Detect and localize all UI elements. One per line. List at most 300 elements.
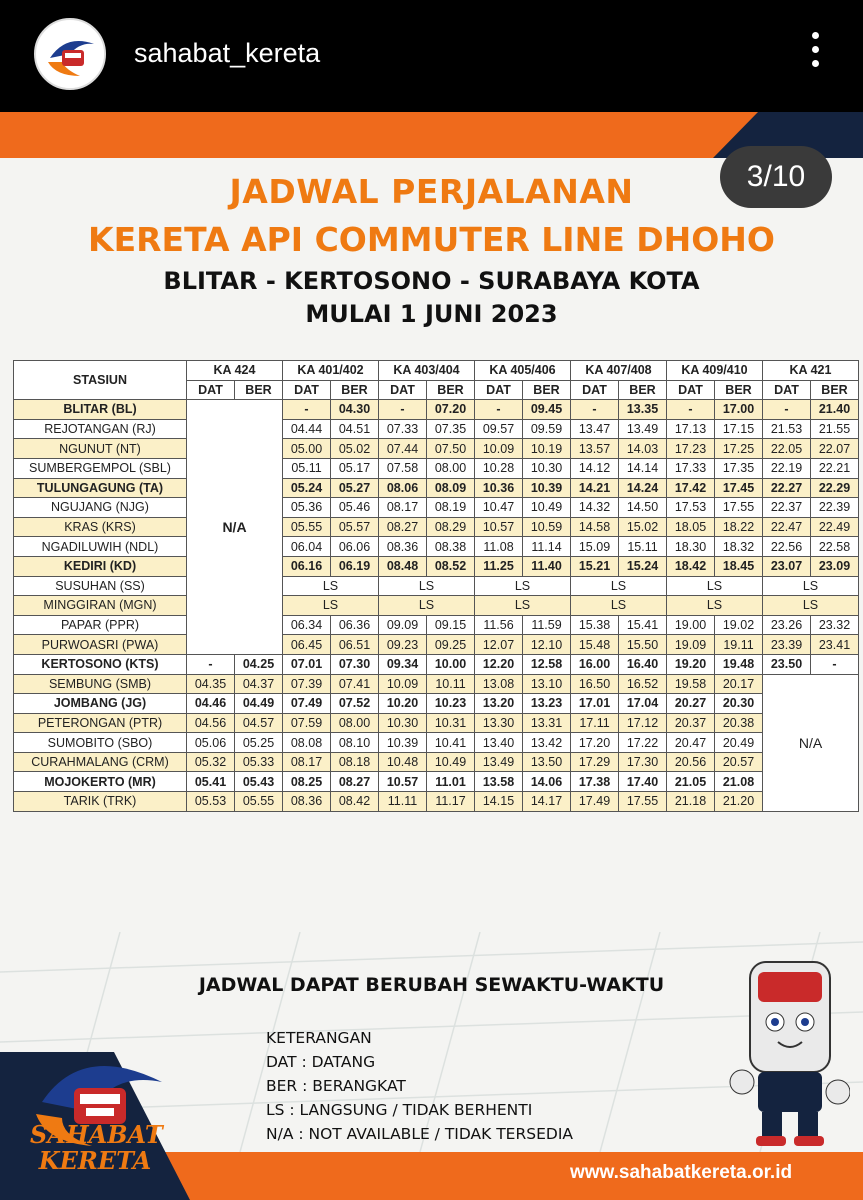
- website-url[interactable]: www.sahabatkereta.or.id: [570, 1162, 793, 1183]
- time-cell: 15.02: [619, 517, 667, 537]
- ls-cell: LS: [667, 596, 763, 616]
- time-cell: 04.56: [187, 713, 235, 733]
- route-subtitle: BLITAR - KERTOSONO - SURABAYA KOTA: [163, 267, 700, 295]
- time-cell: 14.03: [619, 439, 667, 459]
- time-cell: 04.25: [235, 654, 283, 674]
- train-column-header: KA 407/408: [571, 361, 667, 381]
- time-cell: 10.48: [379, 752, 427, 772]
- time-cell: 17.15: [715, 419, 763, 439]
- time-cell: 10.59: [523, 517, 571, 537]
- time-cell: 21.08: [715, 772, 763, 792]
- time-cell: 05.53: [187, 792, 235, 812]
- time-cell: 04.37: [235, 674, 283, 694]
- ls-cell: LS: [475, 596, 571, 616]
- dat-subheader: DAT: [475, 380, 523, 400]
- time-cell: 08.36: [379, 537, 427, 557]
- time-cell: 11.59: [523, 615, 571, 635]
- table-row: [14, 419, 859, 439]
- time-cell: 07.30: [331, 654, 379, 674]
- time-cell: 15.21: [571, 556, 619, 576]
- table-row: [14, 674, 859, 694]
- time-cell: 05.24: [283, 478, 331, 498]
- time-cell: -: [187, 654, 235, 674]
- time-cell: 11.01: [427, 772, 475, 792]
- time-cell: 17.38: [571, 772, 619, 792]
- legend: [266, 1026, 573, 1146]
- time-cell: 08.48: [379, 556, 427, 576]
- time-cell: 13.08: [475, 674, 523, 694]
- time-cell: 09.45: [523, 400, 571, 420]
- time-cell: 11.25: [475, 556, 523, 576]
- time-cell: 09.59: [523, 419, 571, 439]
- time-cell: 20.30: [715, 694, 763, 714]
- train-column-header: KA 424: [187, 361, 283, 381]
- time-cell: 14.58: [571, 517, 619, 537]
- time-cell: 04.46: [187, 694, 235, 714]
- time-cell: 06.34: [283, 615, 331, 635]
- station-name: PETERONGAN (PTR): [14, 713, 187, 733]
- ber-subheader: BER: [331, 380, 379, 400]
- time-cell: 09.23: [379, 635, 427, 655]
- time-cell: 06.36: [331, 615, 379, 635]
- time-cell: 07.49: [283, 694, 331, 714]
- time-cell: 08.27: [331, 772, 379, 792]
- time-cell: 05.17: [331, 458, 379, 478]
- time-cell: 20.47: [667, 733, 715, 753]
- time-cell: 08.00: [427, 458, 475, 478]
- time-cell: 16.50: [571, 674, 619, 694]
- time-cell: 17.53: [667, 498, 715, 518]
- table-row: [14, 517, 859, 537]
- ber-subheader: BER: [619, 380, 667, 400]
- time-cell: 10.31: [427, 713, 475, 733]
- time-cell: 10.47: [475, 498, 523, 518]
- train-mascot-icon: [720, 942, 850, 1152]
- time-cell: 18.22: [715, 517, 763, 537]
- time-cell: 04.51: [331, 419, 379, 439]
- time-cell: 08.27: [379, 517, 427, 537]
- app-header: [0, 0, 863, 112]
- time-cell: 18.42: [667, 556, 715, 576]
- station-name: SUSUHAN (SS): [14, 576, 187, 596]
- time-cell: 17.42: [667, 478, 715, 498]
- time-cell: 20.57: [715, 752, 763, 772]
- time-cell: 19.11: [715, 635, 763, 655]
- time-cell: 18.32: [715, 537, 763, 557]
- station-name: SEMBUNG (SMB): [14, 674, 187, 694]
- time-cell: 12.20: [475, 654, 523, 674]
- station-name: MOJOKERTO (MR): [14, 772, 187, 792]
- time-cell: 23.07: [763, 556, 811, 576]
- legend-heading: KETERANGAN: [266, 1029, 372, 1047]
- time-cell: 13.57: [571, 439, 619, 459]
- time-cell: 19.09: [667, 635, 715, 655]
- train-column-header: KA 401/402: [283, 361, 379, 381]
- table-row: [14, 792, 859, 812]
- time-cell: 08.17: [379, 498, 427, 518]
- ls-cell: LS: [283, 576, 379, 596]
- time-cell: 10.30: [379, 713, 427, 733]
- time-cell: 13.10: [523, 674, 571, 694]
- time-cell: 17.49: [571, 792, 619, 812]
- time-cell: 11.40: [523, 556, 571, 576]
- table-row: [14, 654, 859, 674]
- ls-cell: LS: [571, 576, 667, 596]
- time-cell: 17.12: [619, 713, 667, 733]
- table-row: [14, 458, 859, 478]
- station-name: NGADILUWIH (NDL): [14, 537, 187, 557]
- dat-subheader: DAT: [667, 380, 715, 400]
- time-cell: 11.14: [523, 537, 571, 557]
- station-name: BLITAR (BL): [14, 400, 187, 420]
- time-cell: 15.09: [571, 537, 619, 557]
- time-cell: 07.33: [379, 419, 427, 439]
- time-cell: 10.49: [523, 498, 571, 518]
- time-cell: 05.27: [331, 478, 379, 498]
- time-cell: 13.31: [523, 713, 571, 733]
- table-row: [14, 400, 859, 420]
- carousel-page-indicator: 3/10: [720, 146, 832, 208]
- poster-title-line1: JADWAL PERJALANAN: [229, 172, 634, 211]
- time-cell: 07.01: [283, 654, 331, 674]
- ls-cell: LS: [763, 596, 859, 616]
- time-cell: 08.09: [427, 478, 475, 498]
- time-cell: 14.24: [619, 478, 667, 498]
- time-cell: 17.04: [619, 694, 667, 714]
- time-cell: 10.23: [427, 694, 475, 714]
- station-name: MINGGIRAN (MGN): [14, 596, 187, 616]
- time-cell: 05.00: [283, 439, 331, 459]
- more-options-icon[interactable]: [800, 28, 830, 76]
- table-row: [14, 596, 859, 616]
- time-cell: 12.58: [523, 654, 571, 674]
- time-cell: 08.52: [427, 556, 475, 576]
- time-cell: 22.58: [811, 537, 859, 557]
- time-cell: 22.47: [763, 517, 811, 537]
- time-cell: 04.44: [283, 419, 331, 439]
- ber-subheader: BER: [523, 380, 571, 400]
- time-cell: 05.32: [187, 752, 235, 772]
- time-cell: 08.08: [283, 733, 331, 753]
- legend-dat: DAT : DATANG: [266, 1053, 376, 1071]
- not-available-cell: N/A: [763, 674, 859, 811]
- time-cell: 22.49: [811, 517, 859, 537]
- dat-subheader: DAT: [763, 380, 811, 400]
- time-cell: 17.13: [667, 419, 715, 439]
- time-cell: 22.05: [763, 439, 811, 459]
- time-cell: 19.20: [667, 654, 715, 674]
- time-cell: 10.00: [427, 654, 475, 674]
- table-row: [14, 635, 859, 655]
- time-cell: -: [763, 400, 811, 420]
- time-cell: -: [475, 400, 523, 420]
- time-cell: 08.36: [283, 792, 331, 812]
- time-cell: 17.45: [715, 478, 763, 498]
- train-column-header: KA 405/406: [475, 361, 571, 381]
- time-cell: 05.41: [187, 772, 235, 792]
- station-name: SUMOBITO (SBO): [14, 733, 187, 753]
- time-cell: 06.19: [331, 556, 379, 576]
- time-cell: 11.11: [379, 792, 427, 812]
- table-row: [14, 752, 859, 772]
- station-name: KRAS (KRS): [14, 517, 187, 537]
- time-cell: 21.55: [811, 419, 859, 439]
- ls-cell: LS: [283, 596, 379, 616]
- table-row: [14, 772, 859, 792]
- time-cell: 17.00: [715, 400, 763, 420]
- time-cell: 08.42: [331, 792, 379, 812]
- time-cell: 04.57: [235, 713, 283, 733]
- train-column-header: KA 409/410: [667, 361, 763, 381]
- time-cell: 10.11: [427, 674, 475, 694]
- time-cell: 17.55: [715, 498, 763, 518]
- time-cell: 13.20: [475, 694, 523, 714]
- train-column-header: KA 421: [763, 361, 859, 381]
- legend-ber: BER : BERANGKAT: [266, 1077, 406, 1095]
- time-cell: 08.25: [283, 772, 331, 792]
- legend-ls: LS : LANGSUNG / TIDAK BERHENTI: [266, 1101, 533, 1119]
- time-cell: 15.11: [619, 537, 667, 557]
- time-cell: 13.50: [523, 752, 571, 772]
- table-row: [14, 498, 859, 518]
- table-row: [14, 537, 859, 557]
- time-cell: 06.06: [331, 537, 379, 557]
- time-cell: 10.41: [427, 733, 475, 753]
- time-cell: 17.40: [619, 772, 667, 792]
- time-cell: 09.34: [379, 654, 427, 674]
- time-cell: 17.55: [619, 792, 667, 812]
- station-name: REJOTANGAN (RJ): [14, 419, 187, 439]
- time-cell: 19.00: [667, 615, 715, 635]
- time-cell: 12.10: [523, 635, 571, 655]
- time-cell: 17.11: [571, 713, 619, 733]
- time-cell: 23.39: [763, 635, 811, 655]
- time-cell: 13.49: [475, 752, 523, 772]
- time-cell: 07.59: [283, 713, 331, 733]
- time-cell: -: [379, 400, 427, 420]
- table-row: [14, 694, 859, 714]
- not-available-cell: N/A: [187, 400, 283, 655]
- time-cell: 22.39: [811, 498, 859, 518]
- station-name: PAPAR (PPR): [14, 615, 187, 635]
- time-cell: 07.20: [427, 400, 475, 420]
- account-username[interactable]: sahabat_kereta: [134, 38, 321, 68]
- time-cell: 20.56: [667, 752, 715, 772]
- time-cell: 19.02: [715, 615, 763, 635]
- time-cell: 16.52: [619, 674, 667, 694]
- time-cell: 10.36: [475, 478, 523, 498]
- time-cell: 11.56: [475, 615, 523, 635]
- time-cell: 10.39: [379, 733, 427, 753]
- time-cell: 18.05: [667, 517, 715, 537]
- station-name: JOMBANG (JG): [14, 694, 187, 714]
- dat-subheader: DAT: [571, 380, 619, 400]
- time-cell: 14.32: [571, 498, 619, 518]
- ber-subheader: BER: [811, 380, 859, 400]
- poster-title-line2: KERETA API COMMUTER LINE DHOHO: [88, 220, 775, 259]
- time-cell: 13.40: [475, 733, 523, 753]
- time-cell: 13.42: [523, 733, 571, 753]
- time-cell: 21.05: [667, 772, 715, 792]
- time-cell: 14.50: [619, 498, 667, 518]
- time-cell: 20.49: [715, 733, 763, 753]
- time-cell: 07.35: [427, 419, 475, 439]
- time-cell: 04.35: [187, 674, 235, 694]
- time-cell: 10.09: [379, 674, 427, 694]
- ls-cell: LS: [379, 576, 475, 596]
- time-cell: 05.33: [235, 752, 283, 772]
- time-cell: 13.30: [475, 713, 523, 733]
- time-cell: 10.30: [523, 458, 571, 478]
- time-cell: 10.20: [379, 694, 427, 714]
- time-cell: 05.06: [187, 733, 235, 753]
- time-cell: 04.49: [235, 694, 283, 714]
- time-cell: 22.07: [811, 439, 859, 459]
- schedule-notice: JADWAL DAPAT BERUBAH SEWAKTU-WAKTU: [198, 974, 665, 996]
- time-cell: 13.58: [475, 772, 523, 792]
- time-cell: 05.55: [283, 517, 331, 537]
- time-cell: 07.50: [427, 439, 475, 459]
- time-cell: 07.44: [379, 439, 427, 459]
- time-cell: 08.38: [427, 537, 475, 557]
- time-cell: 13.49: [619, 419, 667, 439]
- time-cell: 17.33: [667, 458, 715, 478]
- time-cell: -: [283, 400, 331, 420]
- time-cell: 14.21: [571, 478, 619, 498]
- time-cell: 23.26: [763, 615, 811, 635]
- station-name: TARIK (TRK): [14, 792, 187, 812]
- time-cell: 16.40: [619, 654, 667, 674]
- time-cell: 08.06: [379, 478, 427, 498]
- time-cell: 08.29: [427, 517, 475, 537]
- time-cell: 08.00: [331, 713, 379, 733]
- time-cell: 10.49: [427, 752, 475, 772]
- station-name: NGUJANG (NJG): [14, 498, 187, 518]
- time-cell: 17.23: [667, 439, 715, 459]
- table-row: [14, 733, 859, 753]
- time-cell: 08.19: [427, 498, 475, 518]
- time-cell: 11.08: [475, 537, 523, 557]
- time-cell: 23.09: [811, 556, 859, 576]
- time-cell: 10.19: [523, 439, 571, 459]
- time-cell: 10.57: [475, 517, 523, 537]
- station-name: SUMBERGEMPOL (SBL): [14, 458, 187, 478]
- time-cell: 20.27: [667, 694, 715, 714]
- time-cell: 19.58: [667, 674, 715, 694]
- time-cell: 17.22: [619, 733, 667, 753]
- time-cell: -: [811, 654, 859, 674]
- time-cell: 05.02: [331, 439, 379, 459]
- time-cell: 22.29: [811, 478, 859, 498]
- time-cell: 21.53: [763, 419, 811, 439]
- time-cell: 17.35: [715, 458, 763, 478]
- ber-subheader: BER: [427, 380, 475, 400]
- table-row: [14, 439, 859, 459]
- time-cell: 04.30: [331, 400, 379, 420]
- time-cell: 18.45: [715, 556, 763, 576]
- time-cell: 14.15: [475, 792, 523, 812]
- time-cell: 09.25: [427, 635, 475, 655]
- time-cell: 23.41: [811, 635, 859, 655]
- station-column-header: STASIUN: [14, 361, 187, 400]
- time-cell: 17.25: [715, 439, 763, 459]
- profile-avatar[interactable]: [34, 18, 106, 90]
- ls-cell: LS: [475, 576, 571, 596]
- schedule-poster: [0, 112, 863, 1200]
- time-cell: 14.17: [523, 792, 571, 812]
- time-cell: 07.39: [283, 674, 331, 694]
- time-cell: 08.10: [331, 733, 379, 753]
- ber-subheader: BER: [715, 380, 763, 400]
- ls-cell: LS: [667, 576, 763, 596]
- time-cell: 07.41: [331, 674, 379, 694]
- time-cell: 06.16: [283, 556, 331, 576]
- time-cell: 22.37: [763, 498, 811, 518]
- time-cell: 10.39: [523, 478, 571, 498]
- effective-date: MULAI 1 JUNI 2023: [305, 300, 558, 328]
- time-cell: 05.25: [235, 733, 283, 753]
- station-name: KEDIRI (KD): [14, 556, 187, 576]
- time-cell: 14.14: [619, 458, 667, 478]
- time-cell: 15.38: [571, 615, 619, 635]
- time-cell: 06.04: [283, 537, 331, 557]
- time-cell: 08.17: [283, 752, 331, 772]
- time-cell: 14.06: [523, 772, 571, 792]
- time-cell: 05.55: [235, 792, 283, 812]
- time-cell: 10.28: [475, 458, 523, 478]
- time-cell: 17.20: [571, 733, 619, 753]
- time-cell: 21.20: [715, 792, 763, 812]
- time-cell: 14.12: [571, 458, 619, 478]
- train-column-header: KA 403/404: [379, 361, 475, 381]
- table-row: [14, 615, 859, 635]
- time-cell: 13.47: [571, 419, 619, 439]
- time-cell: 06.51: [331, 635, 379, 655]
- time-cell: 07.58: [379, 458, 427, 478]
- time-cell: 06.45: [283, 635, 331, 655]
- table-row: [14, 713, 859, 733]
- time-cell: 15.24: [619, 556, 667, 576]
- time-cell: 20.37: [667, 713, 715, 733]
- time-cell: 15.50: [619, 635, 667, 655]
- time-cell: 10.09: [475, 439, 523, 459]
- time-cell: 09.09: [379, 615, 427, 635]
- station-name: PURWOASRI (PWA): [14, 635, 187, 655]
- time-cell: 15.48: [571, 635, 619, 655]
- time-cell: 23.50: [763, 654, 811, 674]
- time-cell: 19.48: [715, 654, 763, 674]
- time-cell: 07.52: [331, 694, 379, 714]
- time-cell: 21.40: [811, 400, 859, 420]
- dat-subheader: DAT: [283, 380, 331, 400]
- time-cell: 09.57: [475, 419, 523, 439]
- time-cell: 17.30: [619, 752, 667, 772]
- time-cell: 22.21: [811, 458, 859, 478]
- time-cell: -: [667, 400, 715, 420]
- legend-na: N/A : NOT AVAILABLE / TIDAK TERSEDIA: [266, 1125, 573, 1143]
- time-cell: 10.57: [379, 772, 427, 792]
- station-name: CURAHMALANG (CRM): [14, 752, 187, 772]
- ls-cell: LS: [763, 576, 859, 596]
- time-cell: 22.56: [763, 537, 811, 557]
- time-cell: 09.15: [427, 615, 475, 635]
- time-cell: 17.01: [571, 694, 619, 714]
- time-cell: 05.36: [283, 498, 331, 518]
- time-cell: 22.27: [763, 478, 811, 498]
- time-cell: 12.07: [475, 635, 523, 655]
- schedule-table: [13, 360, 859, 812]
- time-cell: 05.43: [235, 772, 283, 792]
